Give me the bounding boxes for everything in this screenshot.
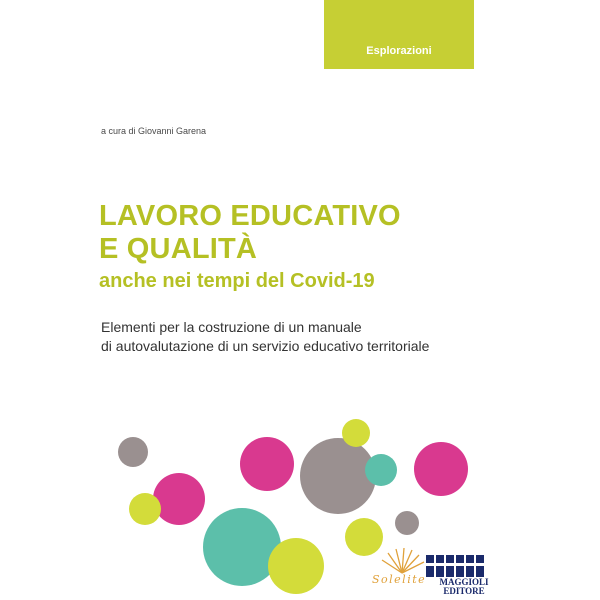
imprint-logo-text: Solelite [372, 573, 427, 586]
circle-teal-small [365, 454, 397, 486]
circle-grey-large [300, 438, 376, 514]
circle-magenta-mid [240, 437, 294, 491]
circle-magenta-left [153, 473, 205, 525]
title-line-1: LAVORO EDUCATIVO [99, 200, 401, 232]
publisher-name [424, 578, 504, 596]
circle-lime-left [129, 493, 161, 525]
subtitle-line-2: di autovalutazione di un servizio educativo territoriale [101, 338, 430, 354]
circle-grey-right [395, 511, 419, 535]
subtitle-line-1: Elementi per la costruzione di un manuale [101, 319, 362, 335]
title-line-3: anche nei tempi del Covid-19 [99, 270, 375, 292]
circle-magenta-right [414, 442, 468, 496]
editor-credit: a cura di Giovanni Garena [101, 126, 207, 136]
circle-grey-small [118, 437, 148, 467]
series-label: Esplorazioni [366, 45, 432, 57]
maggioli-mark-icon [426, 555, 484, 577]
publisher-line-2: EDITORE [443, 586, 485, 596]
publisher-line-1: MAGGIOLI [439, 577, 489, 587]
circle-lime-top [342, 419, 370, 447]
circle-lime-mid [268, 538, 324, 594]
sun-icon [382, 548, 424, 573]
title-line-2: E QUALITÀ [99, 233, 258, 265]
